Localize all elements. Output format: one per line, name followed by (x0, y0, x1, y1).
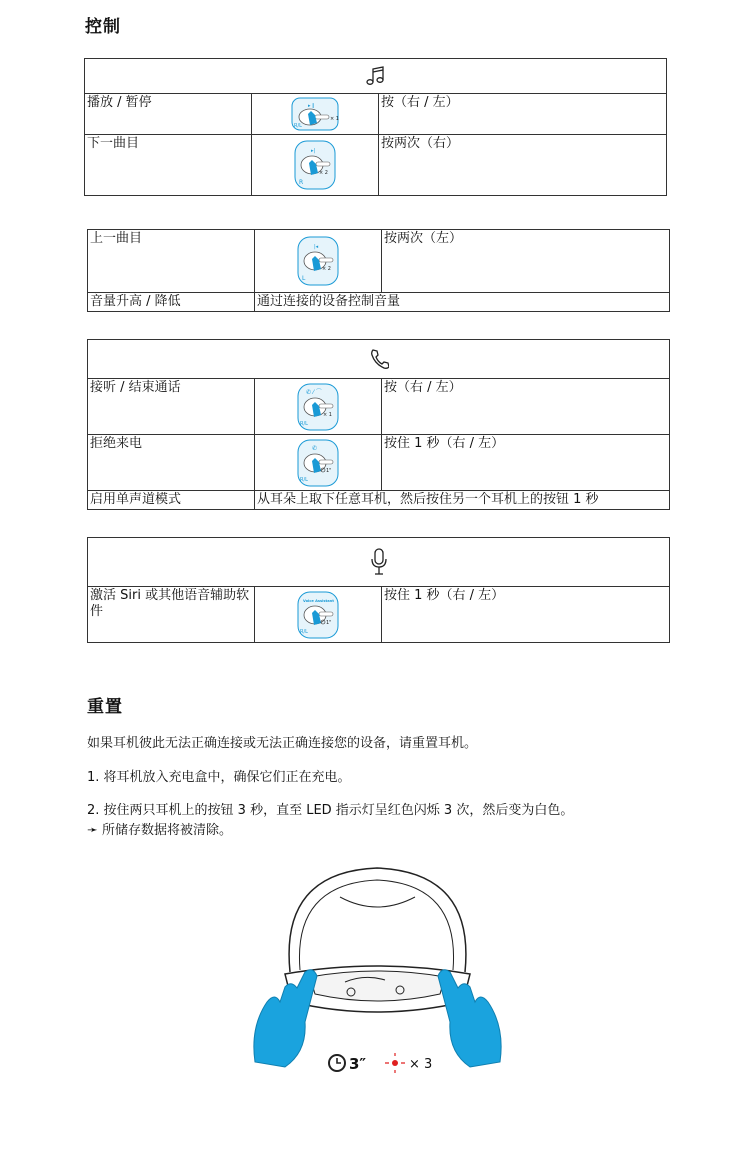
side-label: R/L (300, 420, 308, 427)
table-row-action: 上一曲目 (88, 230, 255, 293)
controls-table-voice (87, 537, 670, 643)
press-count: × 1 (323, 411, 332, 418)
reset-illustration (245, 862, 510, 1082)
side-label: L (302, 275, 306, 282)
music-note-icon (87, 65, 664, 87)
led-blink-icon (385, 1053, 405, 1073)
earbud-hold-illustration (255, 587, 382, 643)
hold-time: 1" (326, 467, 332, 474)
table-row-gesture: 按住 1 秒（右 / 左） (382, 587, 670, 643)
controls-table-calls (87, 339, 670, 510)
svg-text:✆ ⁄ ⌒: ✆ ⁄ ⌒ (306, 388, 322, 396)
voice-header (88, 538, 670, 587)
microphone-icon (90, 547, 667, 577)
table-row-gesture: 按住 1 秒（右 / 左） (382, 435, 670, 491)
left-hand-icon (254, 970, 317, 1067)
music-header (85, 59, 667, 94)
charging-case-illustration (245, 862, 510, 1082)
arrow-icon: ➛ (87, 823, 98, 838)
reset-intro: 如果耳机彼此无法正确连接或无法正确连接您的设备，请重置耳机。 (87, 736, 478, 751)
reset-step-2: 2. 按住两只耳机上的按钮 3 秒，直至 LED 指示灯呈红色闪烁 3 次，然后变为白色。 (87, 803, 574, 818)
controls-table-music (84, 58, 667, 196)
table-row-gesture: 从耳朵上取下任意耳机，然后按住另一个耳机上的按钮 1 秒 (255, 491, 670, 510)
table-row-gesture: 通过连接的设备控制音量 (255, 293, 670, 312)
controls-table-music-2 (87, 229, 670, 312)
side-label: R (299, 179, 304, 186)
svg-text:|◂: |◂ (314, 244, 319, 250)
table-row-gesture: 按两次（右） (379, 135, 667, 196)
side-label: R/L (300, 476, 308, 483)
hold-time: 1" (326, 619, 332, 626)
hold-time: 3″ (349, 1055, 367, 1073)
reset-note (87, 822, 232, 840)
earbud-press-illustration (252, 94, 379, 135)
table-row-action: 接听 / 结束通话 (88, 379, 255, 435)
reset-note-text: 所储存数据将被清除。 (102, 823, 233, 838)
svg-text:▸ ∥: ▸ ∥ (308, 103, 315, 109)
side-label: R/L (300, 628, 308, 635)
table-row-action: 拒绝来电 (88, 435, 255, 491)
table-row-gesture: 按（右 / 左） (379, 94, 667, 135)
table-row-gesture: 按（右 / 左） (382, 379, 670, 435)
earbud-press-illustration (252, 135, 379, 196)
press-count: × 1 (330, 116, 339, 122)
right-hand-icon (438, 970, 501, 1067)
earbud-press-illustration (255, 230, 382, 293)
phone-icon (90, 348, 667, 370)
table-row-action: 播放 / 暂停 (85, 94, 252, 135)
table-row-action: 激活 Siri 或其他语音辅助软件 (88, 587, 255, 643)
svg-text:✆: ✆ (312, 444, 318, 452)
table-row-action: 启用单声道模式 (88, 491, 255, 510)
calls-header (88, 340, 670, 379)
reset-step-1: 1. 将耳机放入充电盒中，确保它们正在充电。 (87, 770, 351, 785)
controls-title: 控制 (85, 17, 121, 37)
table-row-action: 音量升高 / 降低 (88, 293, 255, 312)
earbud-press-illustration (255, 379, 382, 435)
clock-icon (329, 1055, 345, 1071)
earbud-hold-illustration (255, 435, 382, 491)
table-row-gesture: 按两次（左） (382, 230, 670, 293)
press-count: × 2 (322, 266, 331, 272)
press-count: × 2 (319, 170, 328, 176)
reset-title: 重置 (87, 697, 123, 717)
table-row-action: 下一曲目 (85, 135, 252, 196)
blink-count: × 3 (409, 1057, 433, 1072)
svg-text:▸|: ▸| (311, 148, 316, 154)
voice-assistant-label: Voice Assistant (303, 598, 334, 603)
side-label: R/L (294, 123, 302, 129)
